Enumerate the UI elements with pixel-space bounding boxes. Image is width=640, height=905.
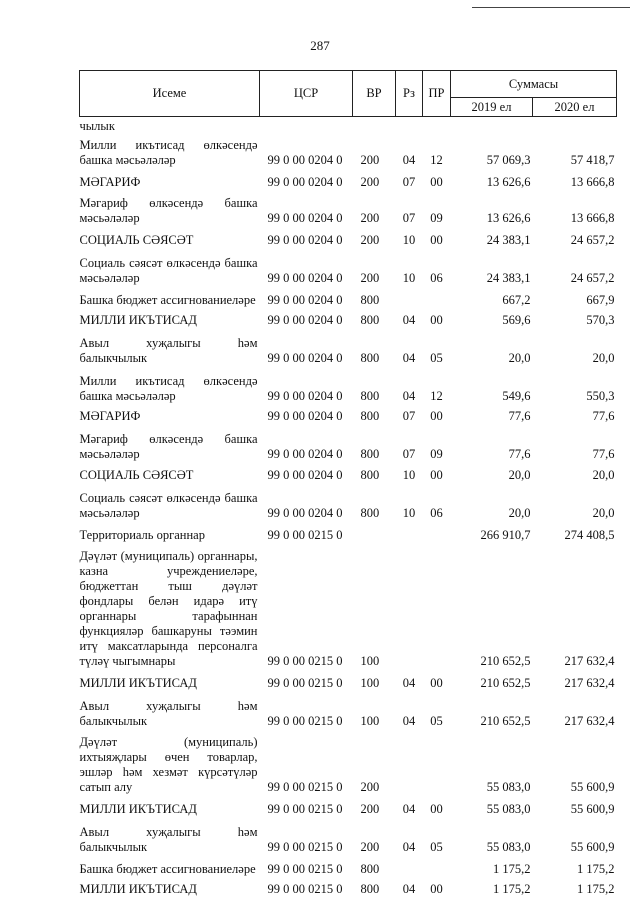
col-header-pr: ПР — [423, 71, 451, 117]
row-pr: 00 — [430, 468, 443, 482]
row-vr: 200 — [360, 211, 380, 225]
row-rz — [396, 730, 423, 796]
row-pr — [423, 117, 451, 136]
row-rz: 07 — [402, 211, 416, 225]
row-pr: 00 — [430, 802, 443, 816]
row-name — [80, 135, 260, 169]
row-pr — [423, 287, 451, 309]
row-csr: 99 0 00 0204 0 — [267, 271, 343, 285]
row-value-2019: 20,0 — [508, 351, 531, 365]
row-pr: 12 — [430, 389, 443, 403]
row-vr: 800 — [360, 351, 380, 365]
row-vr: 200 — [360, 153, 380, 167]
row-rz: 10 — [402, 506, 416, 520]
row-name-text: МӘГАРИФ — [79, 175, 141, 189]
table-row — [80, 135, 617, 169]
row-value-2020: 20,0 — [592, 351, 615, 365]
row-csr: 99 0 00 0204 0 — [267, 468, 343, 482]
row-vr: 800 — [360, 313, 380, 327]
row-rz — [396, 522, 423, 544]
row-csr: 99 0 00 0204 0 — [267, 351, 343, 365]
row-value-2020: 55 600,9 — [570, 780, 615, 794]
row-value-2019: 1 175,2 — [493, 862, 531, 876]
row-value-2020: 1 175,2 — [577, 862, 615, 876]
budget-table — [79, 70, 617, 898]
row-value-2019: 55 083,0 — [486, 802, 531, 816]
row-vr: 200 — [360, 802, 380, 816]
row-name — [80, 249, 260, 287]
row-csr: 99 0 00 0204 0 — [267, 233, 343, 247]
row-name — [80, 169, 260, 191]
table-row — [80, 818, 617, 856]
row-vr: 800 — [360, 447, 380, 461]
row-value-2020: 217 632,4 — [564, 714, 615, 728]
row-rz: 04 — [402, 351, 416, 365]
row-name — [80, 227, 260, 249]
row-name — [80, 856, 260, 878]
row-name-text: Милли икътисад өлкәсендә башка мәсьәләләр — [79, 138, 258, 167]
table-row — [80, 484, 617, 522]
row-csr: 99 0 00 0215 0 — [267, 840, 343, 854]
row-pr: 05 — [430, 714, 443, 728]
table-row — [80, 227, 617, 249]
row-name — [80, 522, 260, 544]
row-value-2019: 77,6 — [508, 447, 531, 461]
row-pr: 00 — [430, 233, 443, 247]
row-value-2020: 570,3 — [586, 313, 615, 327]
row-value-2020: 13 666,8 — [570, 211, 615, 225]
row-name — [80, 484, 260, 522]
row-name — [80, 796, 260, 818]
row-value-2019: 24 383,1 — [486, 271, 531, 285]
table-row — [80, 405, 617, 425]
col-header-rz: Рз — [396, 71, 423, 117]
row-value-2020: 24 657,2 — [570, 271, 615, 285]
row-csr: 99 0 00 0204 0 — [267, 153, 343, 167]
row-value-2020: 20,0 — [592, 468, 615, 482]
row-rz — [396, 117, 423, 136]
row-name-text: СОЦИАЛЬ СӘЯСӘТ — [79, 233, 194, 247]
table-row — [80, 692, 617, 730]
row-name — [80, 287, 260, 309]
row-rz: 10 — [402, 233, 416, 247]
table-row — [80, 856, 617, 878]
row-pr: 00 — [430, 882, 443, 896]
row-value-2019: 210 652,5 — [480, 676, 531, 690]
row-value-2020: 13 666,8 — [570, 175, 615, 189]
row-value-2019: 667,2 — [502, 293, 531, 307]
row-vr: 100 — [360, 654, 380, 668]
row-vr: 200 — [360, 271, 380, 285]
row-csr: 99 0 00 0215 0 — [267, 714, 343, 728]
row-vr: 800 — [360, 862, 380, 876]
table-row — [80, 730, 617, 796]
top-rule — [472, 7, 630, 8]
table-row — [80, 117, 617, 136]
row-name-text: СОЦИАЛЬ СӘЯСӘТ — [79, 468, 194, 482]
row-rz: 04 — [402, 153, 416, 167]
row-name-text: Башка бюджет ассигнованиеләре — [79, 862, 256, 876]
table-row — [80, 287, 617, 309]
table-row — [80, 191, 617, 227]
row-pr: 12 — [430, 153, 443, 167]
row-rz: 07 — [402, 409, 416, 423]
row-name — [80, 670, 260, 692]
row-name-text: Авыл хуҗалыгы һәм балыкчылык — [79, 825, 258, 854]
row-rz: 04 — [402, 676, 416, 690]
row-rz — [396, 544, 423, 670]
row-rz — [396, 856, 423, 878]
row-value-2019 — [451, 117, 533, 136]
row-name-text: Дәүләт (муниципаль) ихтыяҗлары өчен товарлар, эшләр һәм хезмәт күрсәтүләр сатып алу — [79, 735, 258, 794]
row-pr: 00 — [430, 676, 443, 690]
row-pr: 00 — [430, 175, 443, 189]
row-value-2019: 1 175,2 — [493, 882, 531, 896]
row-value-2020: 274 408,5 — [564, 528, 615, 542]
row-name — [80, 329, 260, 367]
row-name — [80, 692, 260, 730]
table-row — [80, 169, 617, 191]
row-vr: 100 — [360, 714, 380, 728]
row-value-2020: 55 600,9 — [570, 802, 615, 816]
row-vr: 800 — [360, 389, 380, 403]
row-rz: 04 — [402, 840, 416, 854]
row-name-text: Башка бюджет ассигнованиеләре — [79, 293, 256, 307]
row-name-text: чылык — [79, 119, 115, 133]
row-vr: 800 — [360, 882, 380, 896]
row-name — [80, 405, 260, 425]
row-csr: 99 0 00 0204 0 — [267, 211, 343, 225]
row-vr: 800 — [360, 409, 380, 423]
row-value-2019: 20,0 — [508, 506, 531, 520]
row-vr: 200 — [360, 175, 380, 189]
row-value-2019: 55 083,0 — [486, 780, 531, 794]
row-pr: 00 — [430, 313, 443, 327]
row-csr: 99 0 00 0204 0 — [267, 175, 343, 189]
row-csr: 99 0 00 0215 0 — [267, 780, 343, 794]
row-name-text: Мәгариф өлкәсендә башка мәсьәләләр — [79, 196, 258, 225]
row-name-text: МӘГАРИФ — [79, 409, 141, 423]
row-name-text: МИЛЛИ ИКЪТИСАД — [79, 882, 197, 896]
row-value-2020: 217 632,4 — [564, 654, 615, 668]
row-csr — [260, 117, 353, 136]
row-name-text: МИЛЛИ ИКЪТИСАД — [79, 313, 197, 327]
col-header-2019: 2019 ел — [451, 98, 533, 117]
row-value-2020: 20,0 — [592, 506, 615, 520]
row-value-2019: 13 626,6 — [486, 211, 531, 225]
table-row — [80, 309, 617, 329]
col-header-sums: Суммасы — [451, 71, 617, 98]
row-value-2020: 1 175,2 — [577, 882, 615, 896]
row-name — [80, 463, 260, 484]
row-pr — [423, 856, 451, 878]
row-vr: 800 — [360, 506, 380, 520]
row-value-2019: 549,6 — [502, 389, 531, 403]
table-row — [80, 463, 617, 484]
row-csr: 99 0 00 0204 0 — [267, 313, 343, 327]
row-value-2019: 57 069,3 — [486, 153, 531, 167]
row-value-2019: 210 652,5 — [480, 714, 531, 728]
row-value-2020: 24 657,2 — [570, 233, 615, 247]
table-row — [80, 544, 617, 670]
row-name — [80, 730, 260, 796]
table-row — [80, 329, 617, 367]
table-row — [80, 670, 617, 692]
row-name-text: МИЛЛИ ИКЪТИСАД — [79, 802, 197, 816]
row-pr: 05 — [430, 351, 443, 365]
row-name-text: Социаль сәясәт өлкәсендә башка мәсьәләләр — [79, 491, 258, 520]
col-header-vr: ВР — [353, 71, 396, 117]
row-pr: 06 — [430, 506, 443, 520]
row-pr: 05 — [430, 840, 443, 854]
row-csr: 99 0 00 0215 0 — [267, 802, 343, 816]
row-name-text: Авыл хуҗалыгы һәм балыкчылык — [79, 699, 258, 728]
row-rz: 04 — [402, 802, 416, 816]
row-csr: 99 0 00 0204 0 — [267, 447, 343, 461]
row-vr: 200 — [360, 780, 380, 794]
row-csr: 99 0 00 0204 0 — [267, 409, 343, 423]
row-value-2020: 667,9 — [586, 293, 615, 307]
row-pr: 00 — [430, 409, 443, 423]
row-rz: 04 — [402, 714, 416, 728]
row-name-text: Милли икътисад өлкәсендә башка мәсьәләләр — [79, 374, 258, 403]
row-value-2020: 217 632,4 — [564, 676, 615, 690]
col-header-name: Исеме — [80, 71, 260, 117]
row-name — [80, 544, 260, 670]
row-vr: 100 — [360, 676, 380, 690]
row-vr: 200 — [360, 840, 380, 854]
row-csr: 99 0 00 0215 0 — [267, 528, 343, 542]
row-value-2020: 77,6 — [592, 409, 615, 423]
row-rz: 07 — [402, 175, 416, 189]
table-row — [80, 367, 617, 405]
row-value-2019: 20,0 — [508, 468, 531, 482]
table-row — [80, 796, 617, 818]
row-vr — [353, 117, 396, 136]
row-value-2019: 13 626,6 — [486, 175, 531, 189]
row-value-2020 — [533, 117, 617, 136]
row-value-2020: 57 418,7 — [570, 153, 615, 167]
row-pr — [423, 544, 451, 670]
row-name — [80, 117, 260, 136]
table-row — [80, 522, 617, 544]
table-row — [80, 878, 617, 898]
table-row — [80, 249, 617, 287]
row-value-2019: 77,6 — [508, 409, 531, 423]
row-name-text: Дәүләт (муниципаль) органнары, казна учреждениеләре, бюджеттан тыш дәүләт фондлары белән идарә итү органнары тарафыннан функцияләр башкаруны тәэмин итү максатларында персоналга түләү чыгымнары — [79, 549, 258, 668]
row-pr — [423, 522, 451, 544]
col-header-csr: ЦСР — [260, 71, 353, 117]
row-name — [80, 309, 260, 329]
row-name — [80, 818, 260, 856]
row-name-text: Социаль сәясәт өлкәсендә башка мәсьәләләр — [79, 256, 258, 285]
row-name — [80, 425, 260, 463]
row-csr: 99 0 00 0215 0 — [267, 654, 343, 668]
row-value-2019: 569,6 — [502, 313, 531, 327]
row-value-2019: 266 910,7 — [480, 528, 531, 542]
row-csr: 99 0 00 0204 0 — [267, 506, 343, 520]
row-vr: 200 — [360, 233, 380, 247]
row-value-2020: 77,6 — [592, 447, 615, 461]
row-value-2019: 24 383,1 — [486, 233, 531, 247]
row-name — [80, 367, 260, 405]
row-rz — [396, 287, 423, 309]
row-value-2019: 210 652,5 — [480, 654, 531, 668]
row-name-text: МИЛЛИ ИКЪТИСАД — [79, 676, 197, 690]
row-csr: 99 0 00 0215 0 — [267, 676, 343, 690]
row-name — [80, 191, 260, 227]
row-rz: 04 — [402, 313, 416, 327]
row-pr: 06 — [430, 271, 443, 285]
row-name-text: Территориаль органнар — [79, 528, 205, 542]
col-header-2020: 2020 ел — [533, 98, 617, 117]
row-csr: 99 0 00 0204 0 — [267, 293, 343, 307]
row-rz: 04 — [402, 882, 416, 896]
row-name-text: Авыл хуҗалыгы һәм балыкчылык — [79, 336, 258, 365]
row-rz: 07 — [402, 447, 416, 461]
row-value-2020: 550,3 — [586, 389, 615, 403]
row-rz: 10 — [402, 468, 416, 482]
row-value-2020: 55 600,9 — [570, 840, 615, 854]
row-value-2019: 55 083,0 — [486, 840, 531, 854]
row-vr — [353, 522, 396, 544]
table-body — [80, 117, 617, 899]
row-pr: 09 — [430, 211, 443, 225]
row-csr: 99 0 00 0215 0 — [267, 862, 343, 876]
page-number: 287 — [310, 38, 330, 53]
row-vr: 800 — [360, 468, 380, 482]
row-rz: 10 — [402, 271, 416, 285]
row-vr: 800 — [360, 293, 380, 307]
row-name — [80, 878, 260, 898]
row-pr — [423, 730, 451, 796]
row-csr: 99 0 00 0215 0 — [267, 882, 343, 896]
row-pr: 09 — [430, 447, 443, 461]
table-row — [80, 425, 617, 463]
row-rz: 04 — [402, 389, 416, 403]
row-name-text: Мәгариф өлкәсендә башка мәсьәләләр — [79, 432, 258, 461]
row-csr: 99 0 00 0204 0 — [267, 389, 343, 403]
